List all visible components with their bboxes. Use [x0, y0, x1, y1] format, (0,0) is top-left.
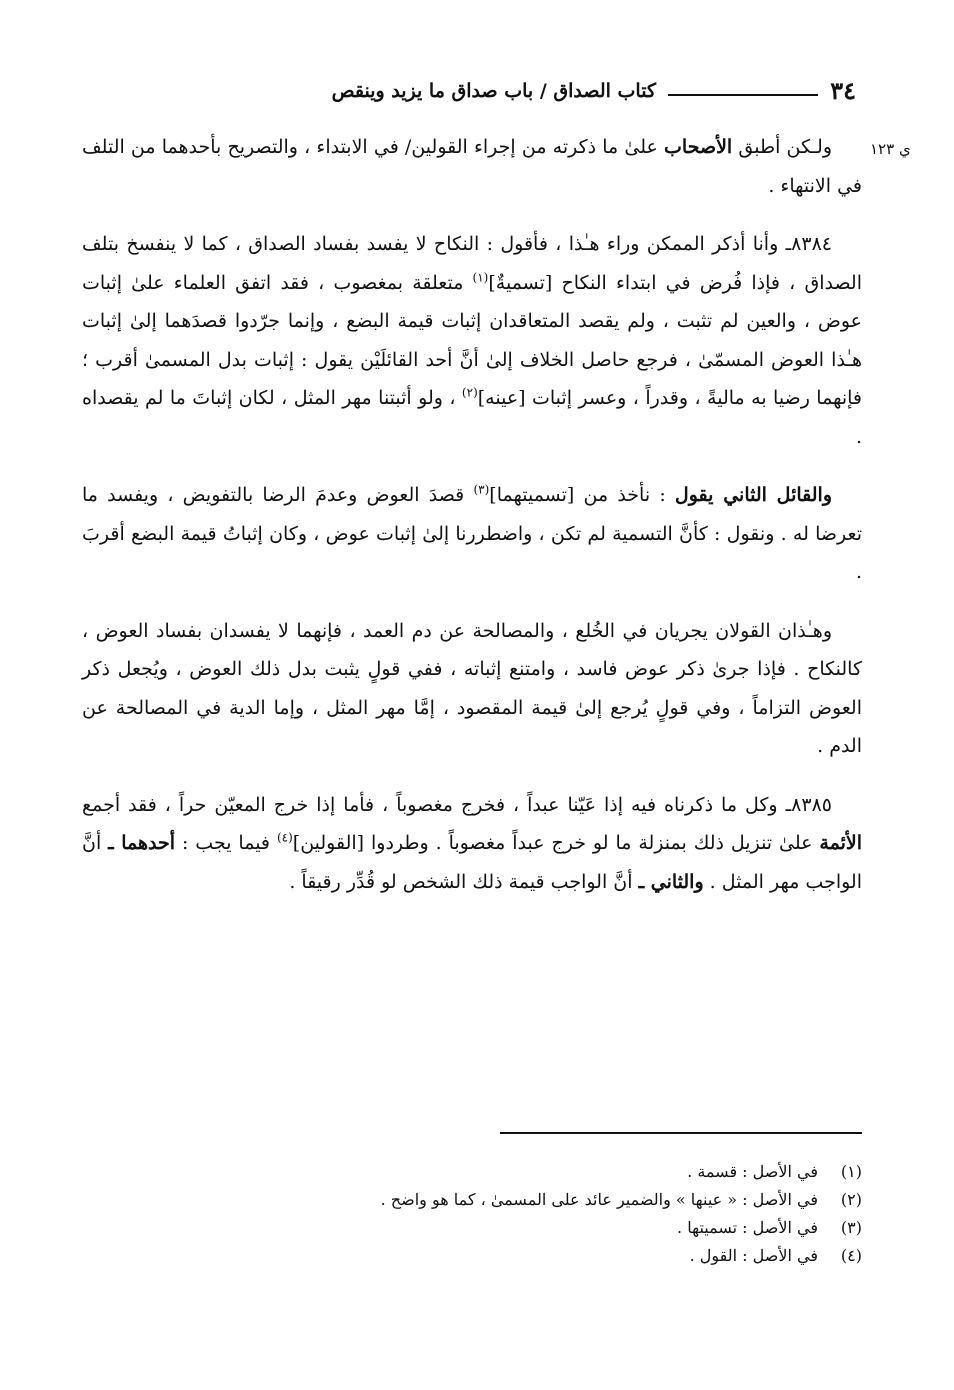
footnote-ref-1[interactable]: (١): [472, 270, 489, 285]
footnote-3: [100, 1214, 862, 1242]
p5-text-f: أنَّ الواجب مهر المثل .: [82, 832, 862, 893]
p3-bold-lead: والقائل الثاني يقول: [674, 484, 832, 506]
footnote-1: [100, 1158, 862, 1186]
footnote-text: في الأصل : « عينها » والضمير عائد على المسمىٰ ، كما هو واضح .: [380, 1190, 818, 1209]
footnote-text: في الأصل : تسميتها .: [677, 1218, 818, 1237]
margin-folio-note: ي ١٢٣: [870, 140, 911, 158]
footnotes: [100, 1158, 862, 1270]
footnote-number: (٢): [840, 1190, 862, 1209]
p1-text-c: علىٰ ما ذكرته من إجراء القولين/ في الابتداء ، والتصريح بأحدهما من التلف في الانتهاء .: [82, 136, 862, 197]
running-title: كتاب الصداق / باب صداق ما يزيد وينقص: [331, 80, 656, 102]
paragraph-1: [82, 128, 862, 205]
footnote-2: [100, 1186, 862, 1214]
footnote-ref-4[interactable]: (٤): [276, 830, 293, 845]
footnote-number: (٣): [840, 1218, 862, 1237]
paragraph-8385: [82, 786, 862, 902]
p5-bold-aimma: الأئمة: [819, 832, 862, 854]
p4-text: وهـٰذان القولان يجريان في الخُلع ، والمصالحة عن دم العمد ، فإنهما لا يفسدان بفساد العوض ، كالنكاح . فإذا جرىٰ ذكر عوض فاسد ، وامتنع إثباته ، ففي قولٍ يثبت بدل ذلك العوض ، ويُجعل ذكر العوض التزاماً ، وفي قولٍ يُرجع إلىٰ قيمة المقصود ، إمَّا مهر المثل ، وإما الدية في المصالحة عن الدم .: [82, 619, 862, 757]
p3-text-c: قصدَ العوض وعدمَ الرضا بالتفويض ، ويفسد ما تعرضا له . ونقول : كأنَّ التسمية لم تكن ، واضطررنا إلىٰ إثبات عوض ، وكان إثباتُ قيمة البضع أقربَ .: [82, 484, 862, 583]
page-header: [76, 74, 862, 114]
p2-text-a: ٨٣٨٤ـ وأنا أذكر الممكن وراء هـٰذا ، فأقول : النكاح لا يفسد بفساد الصداق ، كما لا ينفسخ بتلف الصداق ، فإذا فُرض في ابتداء النكاح [تسميةٌ]: [82, 233, 862, 294]
p2-text-c: ، ولو أثبتنا مهر المثل ، لكان إثباتَ ما لم يقصداه .: [82, 387, 862, 448]
paragraph-khul: [82, 612, 862, 766]
p5-text-a: ٨٣٨٥ـ وكل ما ذكرناه فيه إذا عَيّنا عبداً ، فخرج مغصوباً ، فأما إذا خرج المعيّن حراً ، فقد أجمع: [82, 793, 832, 816]
p5-bold-second: والثاني ـ: [638, 870, 704, 893]
footnote-text: في الأصل : قسمة .: [687, 1162, 818, 1181]
p5-text-c: علىٰ تنزيل ذلك بمنزلة ما لو خرج عبداً مغصوباً . وطردوا [القولين]: [292, 832, 820, 854]
p3-text-b: : نأخذ من [تسميتهما]: [489, 484, 675, 506]
footnote-number: (٤): [840, 1246, 862, 1265]
paragraph-second-opinion: [82, 476, 862, 592]
p1-text-a: ولـكن أطبق: [732, 136, 832, 158]
p5-text-h: أنَّ الواجب قيمة ذلك الشخص لو قُدِّر رقيقاً .: [289, 870, 639, 893]
p5-text-d: فيما يجب :: [175, 832, 277, 854]
footnote-text: في الأصل : القول .: [689, 1246, 818, 1265]
p2-text-b: متعلقة بمغصوب ، فقد اتفق العلماء علىٰ إثبات عوض ، والعين لم تثبت ، ولم يقصد المتعاقدان إثبات قيمة البضع ، وإنما جرّدوا قصدَهما إلىٰ إثبات هـٰذا العوض المسمّىٰ ، فرجع حاصل الخلاف إلىٰ أنَّ أحد القائلَيْن يقول : إثبات بدل المسمىٰ أقرب ؛ فإنهما رضيا به ماليةً ، وقدراً ، وعسر إثبات [عينه]: [82, 271, 862, 409]
footnote-number: (١): [840, 1162, 862, 1181]
header-rule: [668, 94, 818, 96]
p1-bold-ashab: الأصحاب: [664, 136, 733, 158]
footnote-ref-2[interactable]: (٢): [461, 385, 478, 400]
footnote-separator: [500, 1132, 862, 1134]
page-number: ٣٤: [830, 76, 856, 105]
footnote-4: [100, 1242, 862, 1270]
main-text: [82, 128, 862, 921]
footnote-ref-3[interactable]: (٣): [473, 482, 490, 497]
p5-bold-first: أحدهما ـ: [108, 832, 176, 854]
paragraph-8384: [82, 225, 862, 456]
